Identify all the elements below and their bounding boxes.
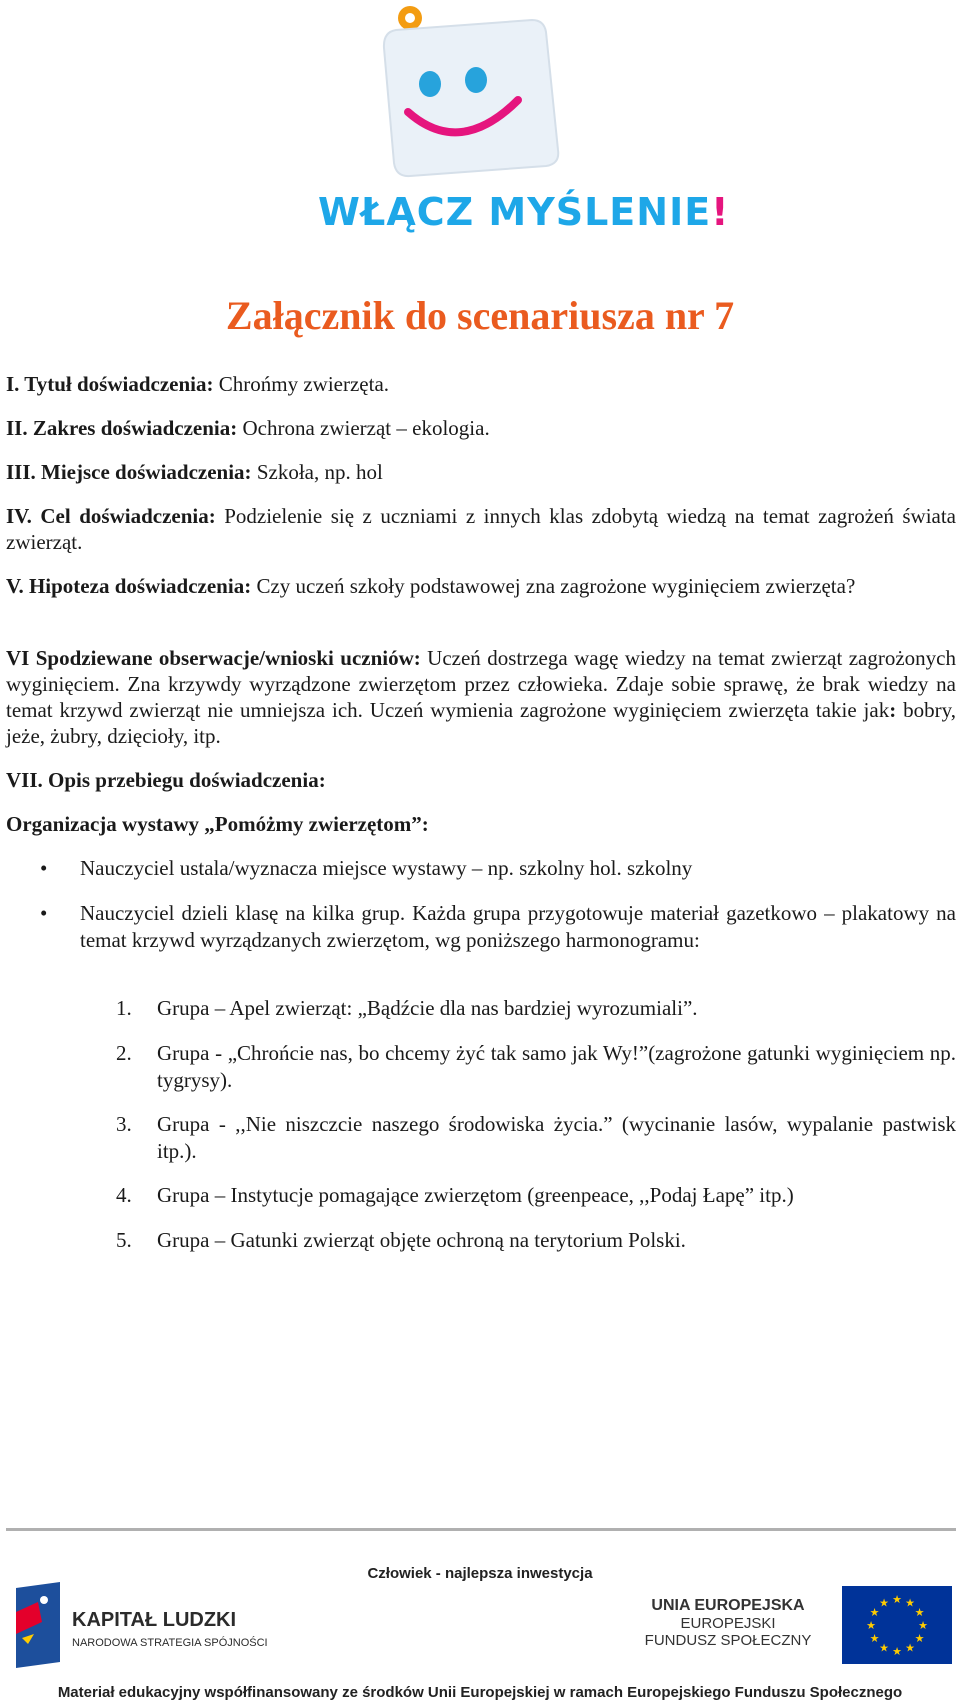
section-colon: : [889,698,897,722]
group-item: Grupa – Instytucje pomagające zwierzętom (greenpeace, ,,Podaj Łapę” itp.) [157,1183,794,1207]
eu-star-icon: ★ [918,1620,928,1632]
eu-line-1: UNIA EUROPEJSKA [651,1597,805,1614]
section-label: VII. Opis przebiegu doświadczenia: [6,768,326,792]
group-item: Grupa – Apel zwierząt: „Bądźcie dla nas bardziej wyrozumiali”. [157,996,698,1020]
section-label: III. Miejsce doświadczenia: [6,460,252,484]
eu-star-icon: ★ [905,1597,915,1610]
eu-fund-label [628,1597,828,1649]
eu-line-2: EUROPEJSKI [680,1615,776,1632]
section-goal [6,503,956,555]
left-eye [419,71,441,97]
section-label: I. Tytuł doświadczenia: [6,372,214,396]
kapital-ludzki-subtitle: NARODOWA STRATEGIA SPÓJNOŚCI [72,1637,268,1649]
eu-star-icon: ★ [914,1607,925,1619]
section-value: Ochrona zwierząt – ekologia. [237,416,490,440]
section-title [6,371,956,397]
section-value: Uczeń dostrzega wagę wiedzy na temat zwierząt zagrożonych wyginięciem. Zna krzywdy wyrządzone zwierzętom przez człowieka. Zdaje sobie sprawę, że brak wiedzy na temat krzywd zwierząt nie umniejsza ich. Uczeń wymienia zagrożone wyginięciem zwierzęta takie jak [6,646,956,722]
kapital-ludzki-name: KAPITAŁ LUDZKI [72,1609,237,1631]
section-hypothesis [6,573,956,599]
eu-star-icon: ★ [892,1646,902,1658]
eu-star-icon: ★ [905,1642,915,1655]
logo-wordmark-text: WŁĄCZ MYŚLENIE [318,190,712,234]
group-number: 4. [116,1183,132,1207]
eu-star-icon: ★ [869,1607,880,1619]
list-item: Nauczyciel ustala/wyznacza miejsce wystawy – np. szkolny hol. szkolny [80,856,693,880]
group-number: 3. [116,1112,132,1136]
section-value-tail: bobry, jeże, żubry, dzięcioły, itp. [6,698,956,748]
bullet-icon: • [40,856,48,880]
section-scope [6,415,956,441]
section-observations [6,645,956,749]
section-label: V. Hipoteza doświadczenia: [6,574,252,598]
section-label: VI Spodziewane obserwacje/wnioski uczniów: [6,646,421,670]
group-number: 2. [116,1041,132,1065]
section-label: II. Zakres doświadczenia: [6,416,238,440]
eu-flag-icon [842,1586,952,1664]
group-item: Grupa - ,,Nie niszczcie naszego środowiska życia.” (wycinanie lasów, wypalanie pastwisk itp.). [157,1112,956,1163]
eu-line-3: FUNDUSZ SPOŁECZNY [644,1632,812,1649]
eu-star-icon: ★ [866,1620,876,1632]
eu-star-icon: ★ [914,1633,925,1645]
section-value: Podzielenie się z uczniami z innych klas zdobytą wiedzą na temat zagrożeń świata zwierząt. [6,504,956,554]
section-value: Chrońmy zwierzęta. [213,372,390,396]
group-item: Grupa - „Chrońcie nas, bo chcemy żyć tak samo jak Wy!”(zagrożone gatunki wyginięciem np. tygrysy). [157,1041,956,1092]
eu-star-icon: ★ [879,1597,889,1610]
bullet-icon: • [40,901,48,925]
funding-note: Materiał edukacyjny współfinansowany ze środków Unii Europejskiej w ramach Europejskiego Funduszu Społecznego [57,1684,903,1701]
section-label: Organizacja wystawy „Pomóżmy zwierzętom”: [6,812,429,836]
exhibition-heading [6,811,956,837]
eu-star-icon: ★ [869,1633,880,1645]
section-value: Czy uczeń szkoły podstawowej zna zagrożone wyginięciem zwierzęta? [251,574,856,598]
logo-wordmark [318,190,730,234]
section-value: Szkoła, np. hol [251,460,383,484]
group-number: 1. [116,996,132,1020]
section-label: IV. Cel doświadczenia: [6,504,216,528]
section-procedure [6,767,956,793]
eu-star-icon: ★ [892,1594,902,1606]
eu-star-icon: ★ [879,1642,889,1655]
right-eye [465,67,487,93]
section-place [6,459,956,485]
logo-wordmark-bang: ! [711,190,730,234]
footer-divider [6,1528,956,1531]
page-title: Załącznik do scenariusza nr 7 [225,293,735,338]
footer-slogan: Człowiek - najlepsza inwestycja [367,1565,593,1582]
kapital-ludzki-logo-icon [8,1582,68,1672]
group-number: 5. [116,1228,132,1252]
group-item: Grupa – Gatunki zwierząt objęte ochroną na terytorium Polski. [157,1228,686,1252]
list-item: Nauczyciel dzieli klasę na kilka grup. Każda grupa przygotowuje materiał gazetkowo – plakatowy na temat krzywd wyrządzanych zwierzętom, wg poniższego harmonogramu: [80,901,956,952]
